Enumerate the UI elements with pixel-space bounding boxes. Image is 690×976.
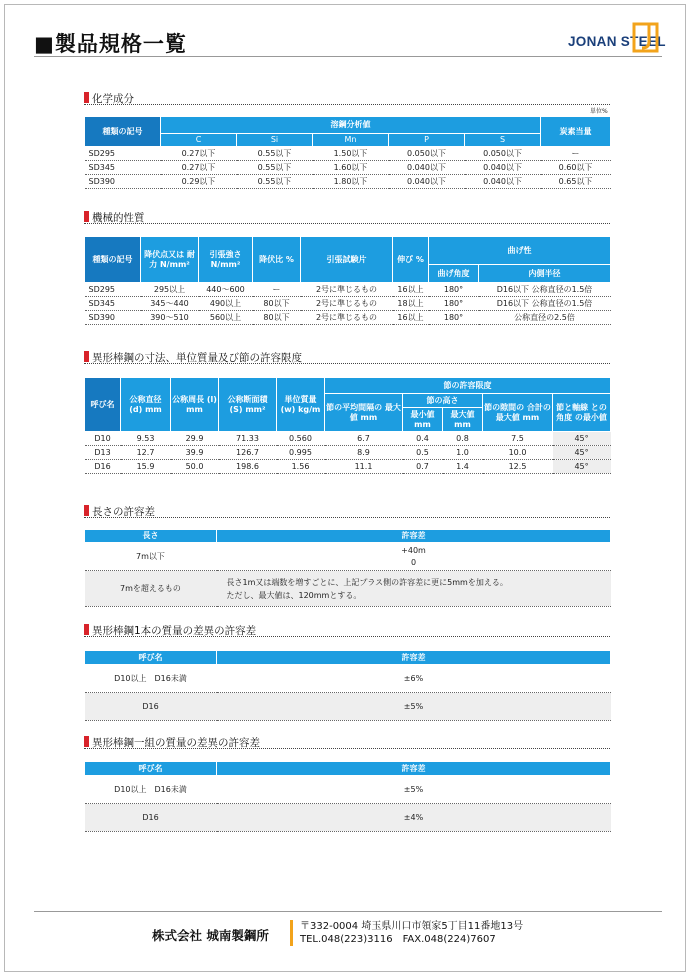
table-cell: 1.60以下 bbox=[313, 161, 389, 175]
table-cell: 0.4 bbox=[403, 432, 443, 446]
dimension-table bbox=[84, 377, 611, 474]
section-rule bbox=[84, 748, 610, 749]
table-row bbox=[85, 571, 611, 607]
table-cell: 1.56 bbox=[277, 460, 325, 474]
header-inner-radius: 内側半径 bbox=[479, 265, 611, 283]
header-bend-angle: 曲げ角度 bbox=[429, 265, 479, 283]
header-unit-mass: 単位質量 (w) kg/m bbox=[277, 378, 325, 432]
table-cell: 8.9 bbox=[325, 446, 403, 460]
footer-accent-bar bbox=[290, 920, 293, 946]
table-cell: 295以上 bbox=[141, 283, 199, 297]
table-cell: 126.7 bbox=[219, 446, 277, 460]
table-cell: 11.1 bbox=[325, 460, 403, 474]
company-address: 〒332-0004 埼玉県川口市領家5丁目11番地13号 bbox=[300, 921, 524, 932]
section-title: 長さの許容差 bbox=[92, 506, 155, 518]
header-tolerance: 許容差 bbox=[217, 651, 611, 665]
header-length: 長さ bbox=[85, 530, 217, 543]
mechanical-table bbox=[84, 236, 611, 325]
header-yield-ratio: 降伏比 % bbox=[253, 237, 301, 283]
table-cell: 公称直径の2.5倍 bbox=[479, 311, 611, 325]
table-cell: 0.29以下 bbox=[161, 175, 237, 189]
table-cell: 0.040以下 bbox=[389, 161, 465, 175]
table-row bbox=[85, 311, 611, 325]
table-cell: 1.50以下 bbox=[313, 147, 389, 161]
footer-rule bbox=[34, 911, 662, 912]
table-cell: 0.55以下 bbox=[237, 161, 313, 175]
table-cell: SD345 bbox=[85, 297, 141, 311]
section-marker bbox=[84, 211, 89, 222]
table-cell: D16以下 公称直径の1.5倍 bbox=[479, 283, 611, 297]
logo-text: JONAN STEEL bbox=[568, 34, 666, 49]
table-row bbox=[85, 175, 611, 189]
unit-note: 単位% bbox=[590, 108, 608, 115]
header-tensile-strength: 引張強さ N/mm² bbox=[199, 237, 253, 283]
section-rule bbox=[84, 636, 610, 637]
table-row bbox=[85, 804, 611, 832]
header-p: P bbox=[389, 134, 465, 147]
section-title: 化学成分 bbox=[92, 93, 134, 105]
header-rib-angle: 節と軸線 との角度 の最小値 bbox=[553, 394, 611, 432]
table-cell: 6.7 bbox=[325, 432, 403, 446]
table-cell: 0.55以下 bbox=[237, 147, 313, 161]
table-cell: 15.9 bbox=[121, 460, 171, 474]
header-test-piece: 引張試験片 bbox=[301, 237, 393, 283]
section-marker bbox=[84, 92, 89, 103]
table-cell: 198.6 bbox=[219, 460, 277, 474]
table-cell: SD295 bbox=[85, 147, 161, 161]
length-table bbox=[84, 529, 611, 607]
header-nominal-area: 公称断面積 (S) mm² bbox=[219, 378, 277, 432]
header-designation: 呼び名 bbox=[85, 651, 217, 665]
table-cell: 0.560 bbox=[277, 432, 325, 446]
table-cell: 0.60以下 bbox=[541, 161, 611, 175]
header-designation: 呼び名 bbox=[85, 762, 217, 776]
header-yield-point: 降伏点又は 耐力 N/mm² bbox=[141, 237, 199, 283]
table-cell: 345〜440 bbox=[141, 297, 199, 311]
table-cell: 80以下 bbox=[253, 311, 301, 325]
section-marker bbox=[84, 351, 89, 362]
table-cell: 0.995 bbox=[277, 446, 325, 460]
section-title: 機械的性質 bbox=[92, 212, 145, 224]
table-cell: 0.7 bbox=[403, 460, 443, 474]
company-contact bbox=[300, 920, 523, 946]
table-cell: 7.5 bbox=[483, 432, 553, 446]
table-cell: 12.7 bbox=[121, 446, 171, 460]
section-rule bbox=[84, 517, 610, 518]
header-carbon-equivalent: 炭素当量 bbox=[541, 117, 611, 147]
table-cell: ±6% bbox=[217, 665, 611, 693]
table-cell: 39.9 bbox=[171, 446, 219, 460]
mass-set-table bbox=[84, 761, 611, 832]
table-cell: 180° bbox=[429, 283, 479, 297]
table-cell: 180° bbox=[429, 311, 479, 325]
table-row bbox=[85, 147, 611, 161]
table-cell: D10 bbox=[85, 432, 121, 446]
header-nominal-diameter: 公称直径 (d) mm bbox=[121, 378, 171, 432]
section-marker bbox=[84, 624, 89, 635]
table-cell: 560以上 bbox=[199, 311, 253, 325]
table-cell: 440〜600 bbox=[199, 283, 253, 297]
table-cell: 2号に準じるもの bbox=[301, 297, 393, 311]
header-designation: 呼び名 bbox=[85, 378, 121, 432]
table-cell: 490以上 bbox=[199, 297, 253, 311]
table-cell: 50.0 bbox=[171, 460, 219, 474]
table-cell: 7mを超えるもの bbox=[85, 571, 217, 607]
table-cell bbox=[217, 543, 611, 571]
section-title: 異形棒鋼1本の質量の差異の許容差 bbox=[92, 625, 257, 637]
table-cell: 1.80以下 bbox=[313, 175, 389, 189]
table-cell: 45° bbox=[553, 432, 611, 446]
header-s: S bbox=[465, 134, 541, 147]
tolerance-note-1: 長さ1m又は端数を増すごとに、上記プラス側の許容差に更に5mmを加える。 bbox=[226, 577, 508, 587]
table-cell: 180° bbox=[429, 297, 479, 311]
table-row bbox=[85, 665, 611, 693]
page-title: ■製品規格一覧 bbox=[34, 32, 187, 56]
table-cell: 16以上 bbox=[393, 311, 429, 325]
tolerance-minus: 0 bbox=[410, 557, 417, 567]
table-cell: SD390 bbox=[85, 311, 141, 325]
table-cell: 0.55以下 bbox=[237, 175, 313, 189]
table-cell: 0.27以下 bbox=[161, 161, 237, 175]
table-cell: 80以下 bbox=[253, 297, 301, 311]
logo-mark-icon bbox=[632, 22, 659, 53]
table-cell: D16以下 公称直径の1.5倍 bbox=[479, 297, 611, 311]
table-row bbox=[85, 161, 611, 175]
table-cell: 0.27以下 bbox=[161, 147, 237, 161]
header-max-value: 最大値 mm bbox=[443, 408, 483, 432]
table-cell: 45° bbox=[553, 460, 611, 474]
tolerance-plus: +40m bbox=[401, 545, 426, 555]
table-cell: 0.040以下 bbox=[465, 161, 541, 175]
table-row bbox=[85, 446, 611, 460]
table-cell: ±4% bbox=[217, 804, 611, 832]
table-cell: D16 bbox=[85, 804, 217, 832]
table-cell: SD390 bbox=[85, 175, 161, 189]
header-nominal-perimeter: 公称周長 (l) mm bbox=[171, 378, 219, 432]
header-rib-height: 節の高さ bbox=[403, 394, 483, 408]
table-cell: ±5% bbox=[217, 776, 611, 804]
table-cell bbox=[217, 571, 611, 607]
header-elongation: 伸び % bbox=[393, 237, 429, 283]
mass-single-table bbox=[84, 650, 611, 721]
table-row bbox=[85, 460, 611, 474]
table-cell: 10.0 bbox=[483, 446, 553, 460]
table-cell: 2号に準じるもの bbox=[301, 283, 393, 297]
table-cell: 1.4 bbox=[443, 460, 483, 474]
table-cell: ー bbox=[541, 147, 611, 161]
tolerance-note-2: ただし、最大値は、120mmとする。 bbox=[226, 590, 362, 600]
header-kind: 種類の記号 bbox=[85, 237, 141, 283]
table-cell: ー bbox=[253, 283, 301, 297]
table-cell: 1.0 bbox=[443, 446, 483, 460]
header-gap-sum: 節の隙間の 合計の最大値 mm bbox=[483, 394, 553, 432]
table-cell: 7m以下 bbox=[85, 543, 217, 571]
header-ladle-analysis: 溶鋼分析値 bbox=[161, 117, 541, 134]
header-kind: 種類の記号 bbox=[85, 117, 161, 147]
header-rib-tolerance: 節の許容限度 bbox=[325, 378, 611, 394]
table-row bbox=[85, 297, 611, 311]
table-cell: 16以上 bbox=[393, 283, 429, 297]
table-cell: SD295 bbox=[85, 283, 141, 297]
table-cell: 0.040以下 bbox=[465, 175, 541, 189]
section-title: 異形棒鋼の寸法、単位質量及び節の許容限度 bbox=[92, 352, 302, 364]
table-cell: 12.5 bbox=[483, 460, 553, 474]
table-cell: D16 bbox=[85, 460, 121, 474]
header-bendability: 曲げ性 bbox=[429, 237, 611, 265]
table-cell: D13 bbox=[85, 446, 121, 460]
table-cell: 29.9 bbox=[171, 432, 219, 446]
table-cell: 0.050以下 bbox=[465, 147, 541, 161]
header-min-value: 最小値 mm bbox=[403, 408, 443, 432]
header-si: Si bbox=[237, 134, 313, 147]
header-avg-spacing: 節の平均間隔の 最大値 mm bbox=[325, 394, 403, 432]
table-row bbox=[85, 432, 611, 446]
header-c: C bbox=[161, 134, 237, 147]
section-marker bbox=[84, 736, 89, 747]
chemical-table bbox=[84, 116, 611, 189]
table-row bbox=[85, 693, 611, 721]
table-cell: ±5% bbox=[217, 693, 611, 721]
table-cell: 71.33 bbox=[219, 432, 277, 446]
table-cell: D10以上 D16未満 bbox=[85, 776, 217, 804]
table-cell: 9.53 bbox=[121, 432, 171, 446]
table-cell: 18以上 bbox=[393, 297, 429, 311]
header-tolerance: 許容差 bbox=[217, 530, 611, 543]
table-cell: 0.65以下 bbox=[541, 175, 611, 189]
section-rule bbox=[84, 363, 610, 364]
table-cell: 0.050以下 bbox=[389, 147, 465, 161]
header-tolerance: 許容差 bbox=[217, 762, 611, 776]
table-cell: 45° bbox=[553, 446, 611, 460]
jonan-steel-logo bbox=[568, 28, 666, 52]
section-rule bbox=[84, 223, 610, 224]
table-cell: D16 bbox=[85, 693, 217, 721]
company-phone-fax: TEL.048(223)3116 FAX.048(224)7607 bbox=[300, 934, 496, 945]
section-marker bbox=[84, 505, 89, 516]
section-title: 異形棒鋼一組の質量の差異の許容差 bbox=[92, 737, 260, 749]
company-name: 株式会社 城南製鋼所 bbox=[152, 928, 269, 943]
table-cell: 390〜510 bbox=[141, 311, 199, 325]
table-row bbox=[85, 543, 611, 571]
table-cell: 0.8 bbox=[443, 432, 483, 446]
table-cell: D10以上 D16未満 bbox=[85, 665, 217, 693]
table-row bbox=[85, 283, 611, 297]
table-row bbox=[85, 776, 611, 804]
section-rule bbox=[84, 104, 610, 105]
table-cell: SD345 bbox=[85, 161, 161, 175]
table-cell: 0.040以下 bbox=[389, 175, 465, 189]
header-rule bbox=[34, 56, 662, 57]
header-mn: Mn bbox=[313, 134, 389, 147]
table-cell: 0.5 bbox=[403, 446, 443, 460]
table-cell: 2号に準じるもの bbox=[301, 311, 393, 325]
